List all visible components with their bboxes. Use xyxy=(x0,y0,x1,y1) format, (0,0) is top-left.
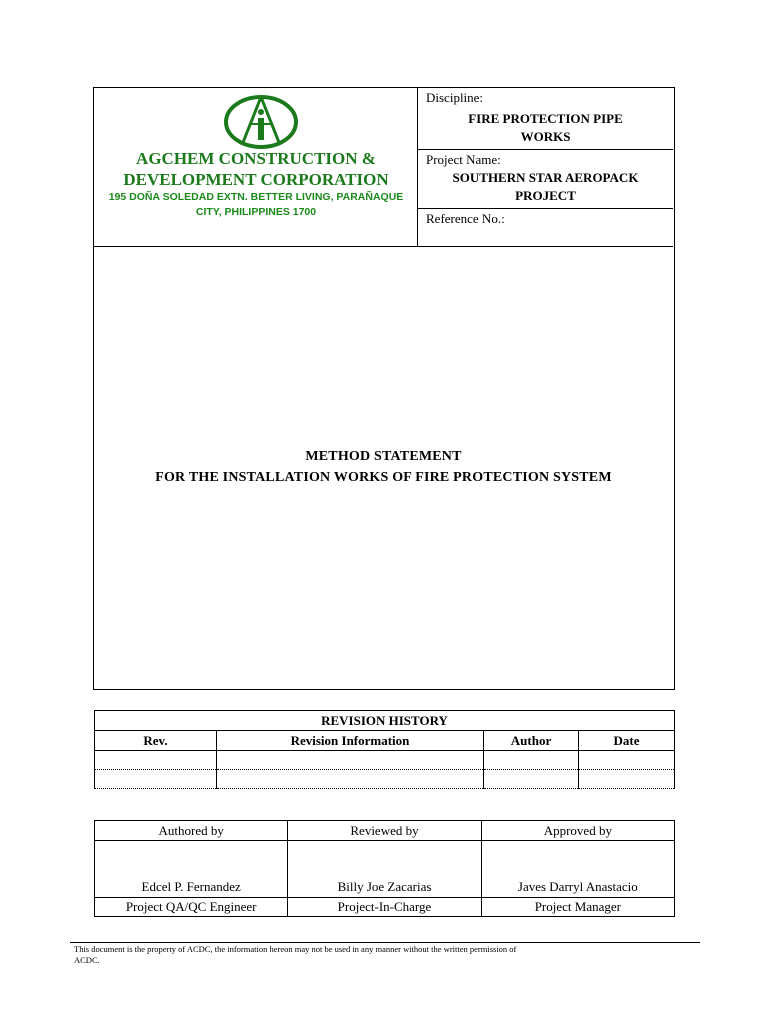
document-header xyxy=(94,88,673,247)
footer-divider xyxy=(70,942,700,943)
reviewer-name: Billy Joe Zacarias xyxy=(288,841,481,898)
company-name-line-2: DEVELOPMENT CORPORATION xyxy=(123,170,389,189)
table-cell xyxy=(95,751,217,770)
table-cell xyxy=(484,770,579,789)
project-name-label: Project Name: xyxy=(426,152,501,167)
project-name-line-2: PROJECT xyxy=(515,188,576,203)
footer-notice xyxy=(74,944,686,966)
approved-by-label: Approved by xyxy=(481,821,674,841)
authored-by-label: Authored by xyxy=(95,821,288,841)
company-address-line-1: 195 DOÑA SOLEDAD EXTN. BETTER LIVING, PARAÑAQUE xyxy=(108,191,404,203)
company-address xyxy=(102,190,410,220)
document-cover-frame xyxy=(93,87,675,690)
document-title xyxy=(94,446,673,488)
discipline-value-line-2: WORKS xyxy=(520,129,571,144)
table-row xyxy=(95,770,675,789)
document-title-line-1: METHOD STATEMENT xyxy=(305,449,462,464)
table-cell xyxy=(95,770,217,789)
company-name xyxy=(94,148,418,190)
discipline-label: Discipline: xyxy=(426,90,484,105)
company-block xyxy=(94,88,418,247)
project-name-line-1: SOUTHERN STAR AEROPACK xyxy=(452,170,639,185)
reference-number-label: Reference No.: xyxy=(426,211,505,226)
column-header-revision-information: Revision Information xyxy=(217,731,484,751)
company-name-line-1: AGCHEM CONSTRUCTION & xyxy=(136,149,376,168)
revision-history-table xyxy=(94,710,675,789)
company-address-line-2: CITY, PHILIPPINES 1700 xyxy=(195,206,317,218)
discipline-field xyxy=(418,88,673,150)
acdc-compass-logo-icon xyxy=(222,94,300,150)
column-header-author: Author xyxy=(484,731,579,751)
document-title-line-2: FOR THE INSTALLATION WORKS OF FIRE PROTECTION SYSTEM xyxy=(155,470,612,485)
discipline-value-line-1: FIRE PROTECTION PIPE xyxy=(468,111,623,126)
table-cell xyxy=(579,770,675,789)
signature-table xyxy=(94,820,675,917)
author-name: Edcel P. Fernandez xyxy=(95,841,288,898)
reviewer-title: Project-In-Charge xyxy=(288,898,481,917)
approver-title: Project Manager xyxy=(481,898,674,917)
table-cell xyxy=(217,770,484,789)
table-row xyxy=(95,751,675,770)
revision-history-caption: REVISION HISTORY xyxy=(95,711,675,731)
discipline-value xyxy=(418,110,673,146)
approver-name: Javes Darryl Anastacio xyxy=(481,841,674,898)
footer-notice-line-1: This document is the property of ACDC, the information hereon may not be used in any manner without the written permission of xyxy=(74,944,517,954)
reference-number-field xyxy=(418,209,673,247)
project-name-value xyxy=(418,169,673,205)
project-name-field xyxy=(418,150,673,209)
table-cell xyxy=(217,751,484,770)
column-header-rev: Rev. xyxy=(95,731,217,751)
column-header-date: Date xyxy=(579,731,675,751)
table-cell xyxy=(579,751,675,770)
reviewed-by-label: Reviewed by xyxy=(288,821,481,841)
author-title: Project QA/QC Engineer xyxy=(95,898,288,917)
table-cell xyxy=(484,751,579,770)
footer-notice-line-2: ACDC. xyxy=(74,955,100,965)
